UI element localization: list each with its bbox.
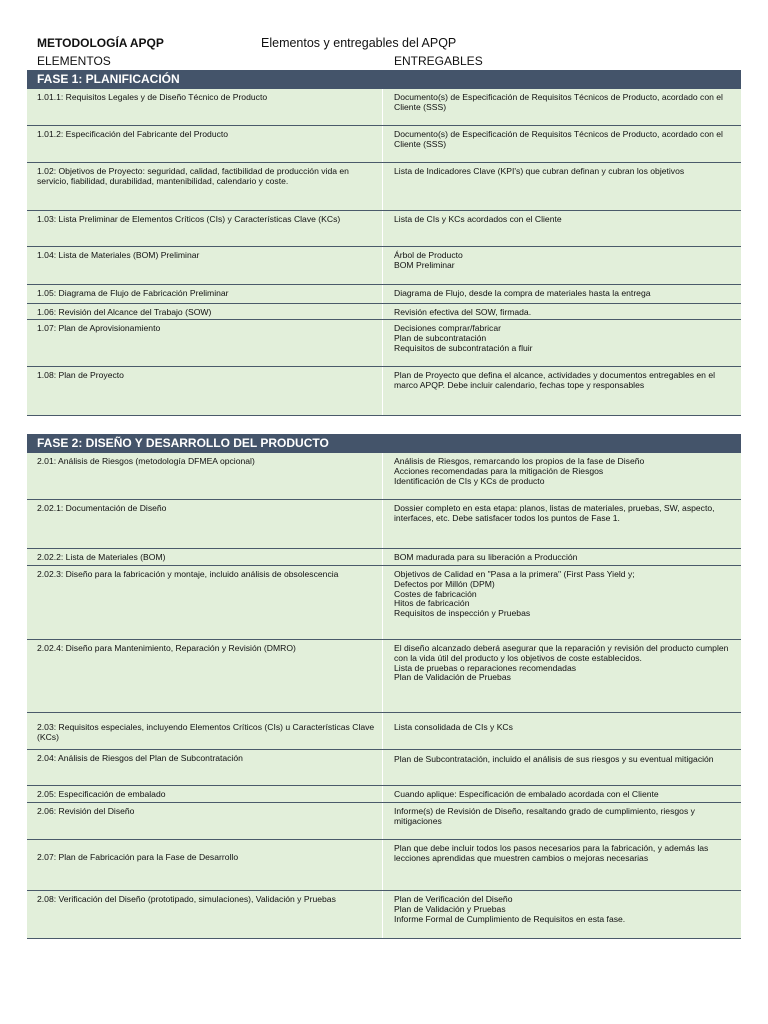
elemento-cell: 2.03: Requisitos especiales, incluyendo Elementos Críticos (CIs) u Características Clave (KCs) [27, 713, 383, 749]
table-row [27, 891, 741, 939]
elemento-cell: 1.05: Diagrama de Flujo de Fabricación Preliminar [27, 285, 383, 303]
elemento-cell: 2.04: Análisis de Riesgos del Plan de Subcontratación [27, 750, 383, 785]
column-header-elementos: ELEMENTOS [37, 54, 111, 68]
elemento-cell: 1.02: Objetivos de Proyecto: seguridad, calidad, factibilidad de producción vida en servicio, fiabilidad, durabilidad, mantenibilidad, calendario y coste. [27, 163, 383, 210]
entregable-cell: BOM madurada para su liberación a Producción [394, 552, 578, 562]
phase-1-section [27, 70, 741, 416]
elemento-cell: 1.01.1: Requisitos Legales y de Diseño Técnico de Producto [27, 89, 383, 125]
entregable-cell: Lista de CIs y KCs acordados con el Cliente [394, 214, 562, 224]
entregable-cell: Plan de Subcontratación, incluido el análisis de sus riesgos y su eventual mitigación [394, 754, 714, 764]
column-header-entregables: ENTREGABLES [394, 54, 483, 68]
table-row [27, 163, 741, 211]
elemento-cell: 2.01: Análisis de Riesgos (metodología DFMEA opcional) [27, 453, 383, 499]
elemento-cell: 1.07: Plan de Aprovisionamiento [27, 320, 383, 366]
entregable-cell: Dossier completo en esta etapa: planos, listas de materiales, pruebas, SW, aspecto, interfaces, etc. Debe satisfacer todos los puntos de Fase 1. [394, 503, 715, 523]
entregable-cell: Diagrama de Flujo, desde la compra de materiales hasta la entrega [394, 288, 651, 298]
entregable-cell: El diseño alcanzado deberá asegurar que la reparación y revisión del producto cumplen con la vida útil del producto y los objetivos de coste establecidos. Lista de pruebas o reparaciones recomendadas Plan de Validación de Pruebas [394, 643, 729, 683]
phase-2-rows [27, 453, 741, 939]
phase-1-rows [27, 89, 741, 416]
entregable-cell: Documento(s) de Especificación de Requisitos Técnicos de Producto, acordado con el Cliente (SSS) [394, 92, 723, 112]
elemento-cell: 2.02.1: Documentación de Diseño [27, 500, 383, 548]
entregable-cell: Lista de Indicadores Clave (KPI's) que cubran definan y cubran los objetivos [394, 166, 685, 176]
table-row [27, 367, 741, 416]
elemento-cell: 2.02.4: Diseño para Mantenimiento, Reparación y Revisión (DMRO) [27, 640, 383, 712]
elemento-cell: 1.06: Revisión del Alcance del Trabajo (SOW) [27, 304, 383, 319]
elemento-cell: 2.06: Revisión del Diseño [27, 803, 383, 839]
table-row [27, 453, 741, 500]
table-row [27, 247, 741, 285]
document-subtitle: Elementos y entregables del APQP [261, 36, 457, 50]
phase-2-section [27, 434, 741, 939]
elemento-cell: 2.02.3: Diseño para la fabricación y montaje, incluido análisis de obsolescencia [27, 566, 383, 639]
table-row [27, 89, 741, 126]
table-row [27, 750, 741, 786]
entregable-cell: Plan de Verificación del Diseño Plan de Validación y Pruebas Informe Formal de Cumplimiento de Requisitos en esta fase. [394, 894, 626, 924]
table-row [27, 640, 741, 713]
table-row [27, 803, 741, 840]
elemento-cell: 1.01.2: Especificación del Fabricante del Producto [27, 126, 383, 162]
elemento-cell: 2.07: Plan de Fabricación para la Fase de Desarrollo [27, 840, 383, 890]
table-row [27, 211, 741, 247]
table-row [27, 566, 741, 640]
elemento-cell: 2.08: Verificación del Diseño (prototipado, simulaciones), Validación y Pruebas [27, 891, 383, 938]
entregable-cell: Informe(s) de Revisión de Diseño, resaltando grado de cumplimiento, riesgos y mitigaciones [394, 806, 695, 826]
elemento-cell: 1.04: Lista de Materiales (BOM) Preliminar [27, 247, 383, 284]
elemento-cell: 1.03: Lista Preliminar de Elementos Críticos (CIs) y Características Clave (KCs) [27, 211, 383, 246]
table-row [27, 786, 741, 803]
entregable-cell: Árbol de Producto BOM Preliminar [394, 250, 463, 270]
elemento-cell: 2.05: Especificación de embalado [27, 786, 383, 802]
table-row [27, 713, 741, 750]
entregable-cell: Revisión efectiva del SOW, firmada. [394, 307, 532, 317]
table-row [27, 549, 741, 566]
entregable-cell: Análisis de Riesgos, remarcando los propios de la fase de Diseño Acciones recomendadas para la mitigación de Riesgos Identificación de CIs y KCs de producto [394, 456, 645, 486]
table-row [27, 840, 741, 891]
entregable-cell: Plan que debe incluir todos los pasos necesarios para la fabricación, y además las lecciones aprendidas que muestren cambios o mejoras necesarias [394, 843, 709, 863]
entregable-cell: Documento(s) de Especificación de Requisitos Técnicos de Producto, acordado con el Cliente (SSS) [394, 129, 723, 149]
entregable-cell: Cuando aplique: Especificación de embalado acordada con el Cliente [394, 789, 659, 799]
table-row [27, 304, 741, 320]
document-title: METODOLOGÍA APQP [37, 36, 164, 50]
entregable-cell: Decisiones comprar/fabricar Plan de subcontratación Requisitos de subcontratación a fluir [394, 323, 533, 353]
table-row [27, 500, 741, 549]
phase-1-header: FASE 1: PLANIFICACIÓN [27, 70, 741, 89]
elemento-cell: 1.08: Plan de Proyecto [27, 367, 383, 415]
phase-2-header: FASE 2: DISEÑO Y DESARROLLO DEL PRODUCTO [27, 434, 741, 453]
entregable-cell: Lista consolidada de CIs y KCs [394, 722, 513, 732]
entregable-cell: Objetivos de Calidad en "Pasa a la primera" (First Pass Yield y; Defectos por Millón (DPM) Costes de fabricación Hitos de fabricación Requisitos de inspección y Pruebas [394, 569, 635, 619]
table-row [27, 285, 741, 304]
elemento-cell: 2.02.2: Lista de Materiales (BOM) [27, 549, 383, 565]
table-row [27, 126, 741, 163]
table-row [27, 320, 741, 367]
entregable-cell: Plan de Proyecto que defina el alcance, actividades y documentos entregables en el marco APQP. Debe incluir calendario, fechas tope y responsables [394, 370, 716, 390]
